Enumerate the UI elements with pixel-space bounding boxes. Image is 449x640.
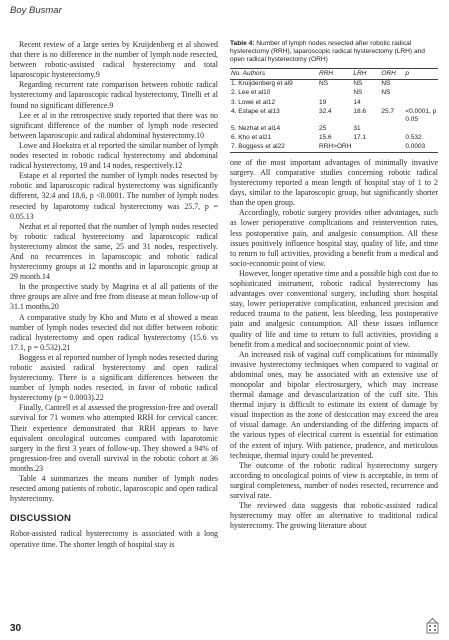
publisher-logo-icon bbox=[426, 617, 439, 634]
body-paragraph: Recent review of a large series by Kruijdenberg et al showed that there is no difference in the number of lymph node resected, between robotic-assisted radical hysterectomy and total laparoscopic hysterectomy.9 bbox=[10, 40, 218, 80]
body-paragraph: Table 4 summarizes the means number of lymph nodes resected among patients of robotic, laparoscopic and open radical hysterectomy. bbox=[10, 474, 218, 504]
table-cell bbox=[318, 89, 352, 98]
table-header-cell: p bbox=[404, 68, 438, 79]
table-cell: NS bbox=[381, 89, 391, 97]
table-header-cell: ORH bbox=[380, 68, 404, 79]
table-cell: 32.4 bbox=[319, 107, 332, 115]
table-cell: 17.1 bbox=[353, 134, 366, 142]
body-paragraph: The outcome of the robotic radical hysterectomy surgery according to oncological points of view is acceptable, in term of surgical completeness, number of nodes resected, recurrence and survival rate. bbox=[230, 460, 438, 501]
table-cell: 4. Estape et al13 bbox=[231, 107, 280, 115]
body-paragraph: An increased risk of vaginal cuff complications for minimally invasive hysterectomy techniques when compared to vaginal or abdominal ones, may be associated with an extensive use of monopolar and bipolar electrosurgery, which may increase thermal damage and devascularization of the cuff site. This thermal injury is difficult to estimate its extent of damage by visual inspection as the zone of desiccation may exceed the area of visual damage. An understanding of the differing impacts of the various types of electrical current is essential for estimation of the extent of injury. With patience, prudence, and meticulous technique, thermal injury could be prevented. bbox=[230, 349, 438, 460]
table-cell: 25 bbox=[319, 124, 327, 132]
table-cell bbox=[404, 98, 438, 107]
table-cell: NS bbox=[353, 80, 363, 88]
table-header-row bbox=[230, 68, 438, 79]
table-row bbox=[230, 89, 438, 98]
body-paragraph: Lee et al in the retrospective study reported that there was no significant difference of the number of lymph node resected between laparoscopic and radical abdominal hysterectomy.10 bbox=[10, 110, 218, 140]
table-row bbox=[230, 124, 438, 133]
body-paragraph: However, longer operative time and a possible high cost due to sophisticated instrument, robotic radical hysterectomy has advantages over conventional surgery, including short hospital stay, lower perioperative complication, enhanced precision and reduced trauma to the patient, less bleeding, less postoperative pain and analgesic consumption. All these issues influence quality of life and time to return to full activities, providing a benefit from a medical and socioeconomic point of view. bbox=[230, 268, 438, 349]
table-cell: 19 bbox=[319, 98, 327, 106]
table-row bbox=[230, 107, 438, 124]
body-paragraph: The reviewed data suggests that robotic-assisted radical hysterectomy may offer an alternative to traditional radical hysterectomy. The growing literature about bbox=[230, 501, 438, 531]
table-cell: 2. Lee et al10 bbox=[231, 89, 271, 97]
table-cell bbox=[380, 124, 404, 133]
table-cell: 1. Kruijdenberg et al9 bbox=[231, 80, 293, 88]
table-cell: 14 bbox=[353, 98, 361, 106]
table-cell: 5. Nezhat et al14 bbox=[231, 124, 281, 132]
table-cell bbox=[404, 89, 438, 98]
table-caption-text: Number of lymph nodes resected after robotic radical hysterectomy (RRH), laparoscopic radical hysterectomy (LRH) and open radical hysterectomy (ORH) bbox=[230, 40, 425, 64]
table-cell: RRH>ORH bbox=[318, 143, 352, 153]
body-paragraph: Nezhat et al reported that the number of lymph nodes resected by robotic radical hysterectomy and laparoscopic radical hysterectomy almost the same, 25 and 31 nodes, respectively. And no recurrences in laparoscopic and robotic radical hysterectomy groups at 12 months and in laparoscopic group at 29 month.14 bbox=[10, 221, 218, 282]
table-cell bbox=[352, 143, 380, 153]
table-cell: <0.0001, p 0.05 bbox=[405, 107, 437, 123]
table-cell: 31 bbox=[353, 124, 361, 132]
body-paragraph: A comparative study by Kho and Muto et al showed a mean number of lymph nodes resected did not differ between robotic radical hysterectomy and open radical hysterectomy (15.6 vs 17.1, p = 0.532).21 bbox=[10, 312, 218, 352]
table-cell: 0.0003 bbox=[404, 143, 438, 153]
table-cell: NS bbox=[319, 80, 329, 88]
table-cell bbox=[380, 98, 404, 107]
table-cell: 0.532 bbox=[405, 134, 422, 142]
table-cell: 6. Kho et al21 bbox=[231, 134, 272, 142]
left-column bbox=[10, 40, 218, 550]
body-paragraph: Accordingly, robotic surgery provides other advantages, such as lower perioperative complications and reintervention rates, less postoperative pain, and analgesic consumption. All these issues positively influence hospital stay, quality of life, and time to return to full activities, providing a benefit from a medical and socio-economic point of view. bbox=[230, 208, 438, 268]
table-cell: 25.7 bbox=[381, 107, 394, 115]
table-cell: 15.6 bbox=[319, 134, 332, 142]
body-paragraph: Estape et al reported the number of lymph nodes resected by robotic and laparoscopic radical hysterectomy was significantly different, 32.4 and 18.6, p <0.0001. The number of lymph nodes resected by laparotomy radical hysterectomy was 25.7, p = 0.05.13 bbox=[10, 171, 218, 221]
table-cell: 18.6 bbox=[353, 107, 366, 115]
table-cell bbox=[380, 134, 404, 143]
table-row bbox=[230, 79, 438, 89]
discussion-paragraph: Robot-assisted radical hysterectomy is associated with a long operative time. The shorter length of hospital stay is bbox=[10, 529, 218, 549]
table-header-cell: RRH bbox=[318, 68, 352, 79]
table-cell bbox=[404, 124, 438, 133]
body-paragraph: Regarding recurrent rate comparison between robotic radical hysterectomy and laparoscopic radical hysterectomy, Tinelli et al found no significant difference.9 bbox=[10, 80, 218, 110]
table-cell bbox=[380, 143, 404, 153]
table-row bbox=[230, 98, 438, 107]
body-paragraph: Finally, Cantrell et al assessed the progression-free and overall survival for 71 women who attempted RRH for cervical cancer. Their experience demonstrated that RRH appears to have equivalent oncological outcomes compared with laparotomic surgery in the first 3 years of follow-up. They showed a 94% of progression-free and overall survival in the robotic cohort at 36 months.23 bbox=[10, 403, 218, 473]
section-heading-discussion: DISCUSSION bbox=[10, 513, 72, 525]
body-paragraph: Lowe and Hoekstra et al reported the similar number of lymph nodes resected in robotic radical hysterectomy and abdominal radical hysterectomy, 19 and 14 nodes, respectively.12 bbox=[10, 140, 218, 171]
table-4 bbox=[230, 40, 438, 153]
running-head-author: Boy Busmar bbox=[10, 5, 62, 16]
table-row bbox=[230, 134, 438, 143]
table-header-cell: No. Authors bbox=[230, 68, 318, 79]
right-column bbox=[230, 40, 438, 531]
table-cell: 7. Boggess et al22 bbox=[230, 143, 318, 153]
table-cell: NS bbox=[381, 80, 391, 88]
table-row bbox=[230, 143, 438, 153]
table-caption-label: Table 4: bbox=[230, 40, 255, 47]
page-number: 30 bbox=[10, 623, 22, 634]
table-cell bbox=[404, 79, 438, 89]
body-paragraph: In the prospective study by Magrina et al all patients of the three groups are alive and free from disease at mean follow-up of 31.1 months.20 bbox=[10, 282, 218, 312]
table-cell: 3. Lowe et al12 bbox=[231, 98, 276, 106]
table-caption bbox=[230, 40, 438, 65]
table-header-cell: LRH bbox=[352, 68, 380, 79]
lymph-node-table bbox=[230, 68, 438, 153]
table-cell: NS bbox=[353, 89, 363, 97]
body-paragraph: one of the most important advantages of minimally invasive surgery. All comparative studies concerning robotic radical hysterectomy reported a mean length of hospital stay of 1 to 2 days, similar to the laparoscopic group, but significantly shorter than the open group. bbox=[230, 157, 438, 208]
body-paragraph: Boggess et al reported number of lymph nodes resected during robotic assisted radical hysterectomy and open radical hysterectomy. There is a significant differences between the number of lymph nodes resected, in favor of robotic radical hysterectomy (p = 0.0003).22 bbox=[10, 352, 218, 403]
